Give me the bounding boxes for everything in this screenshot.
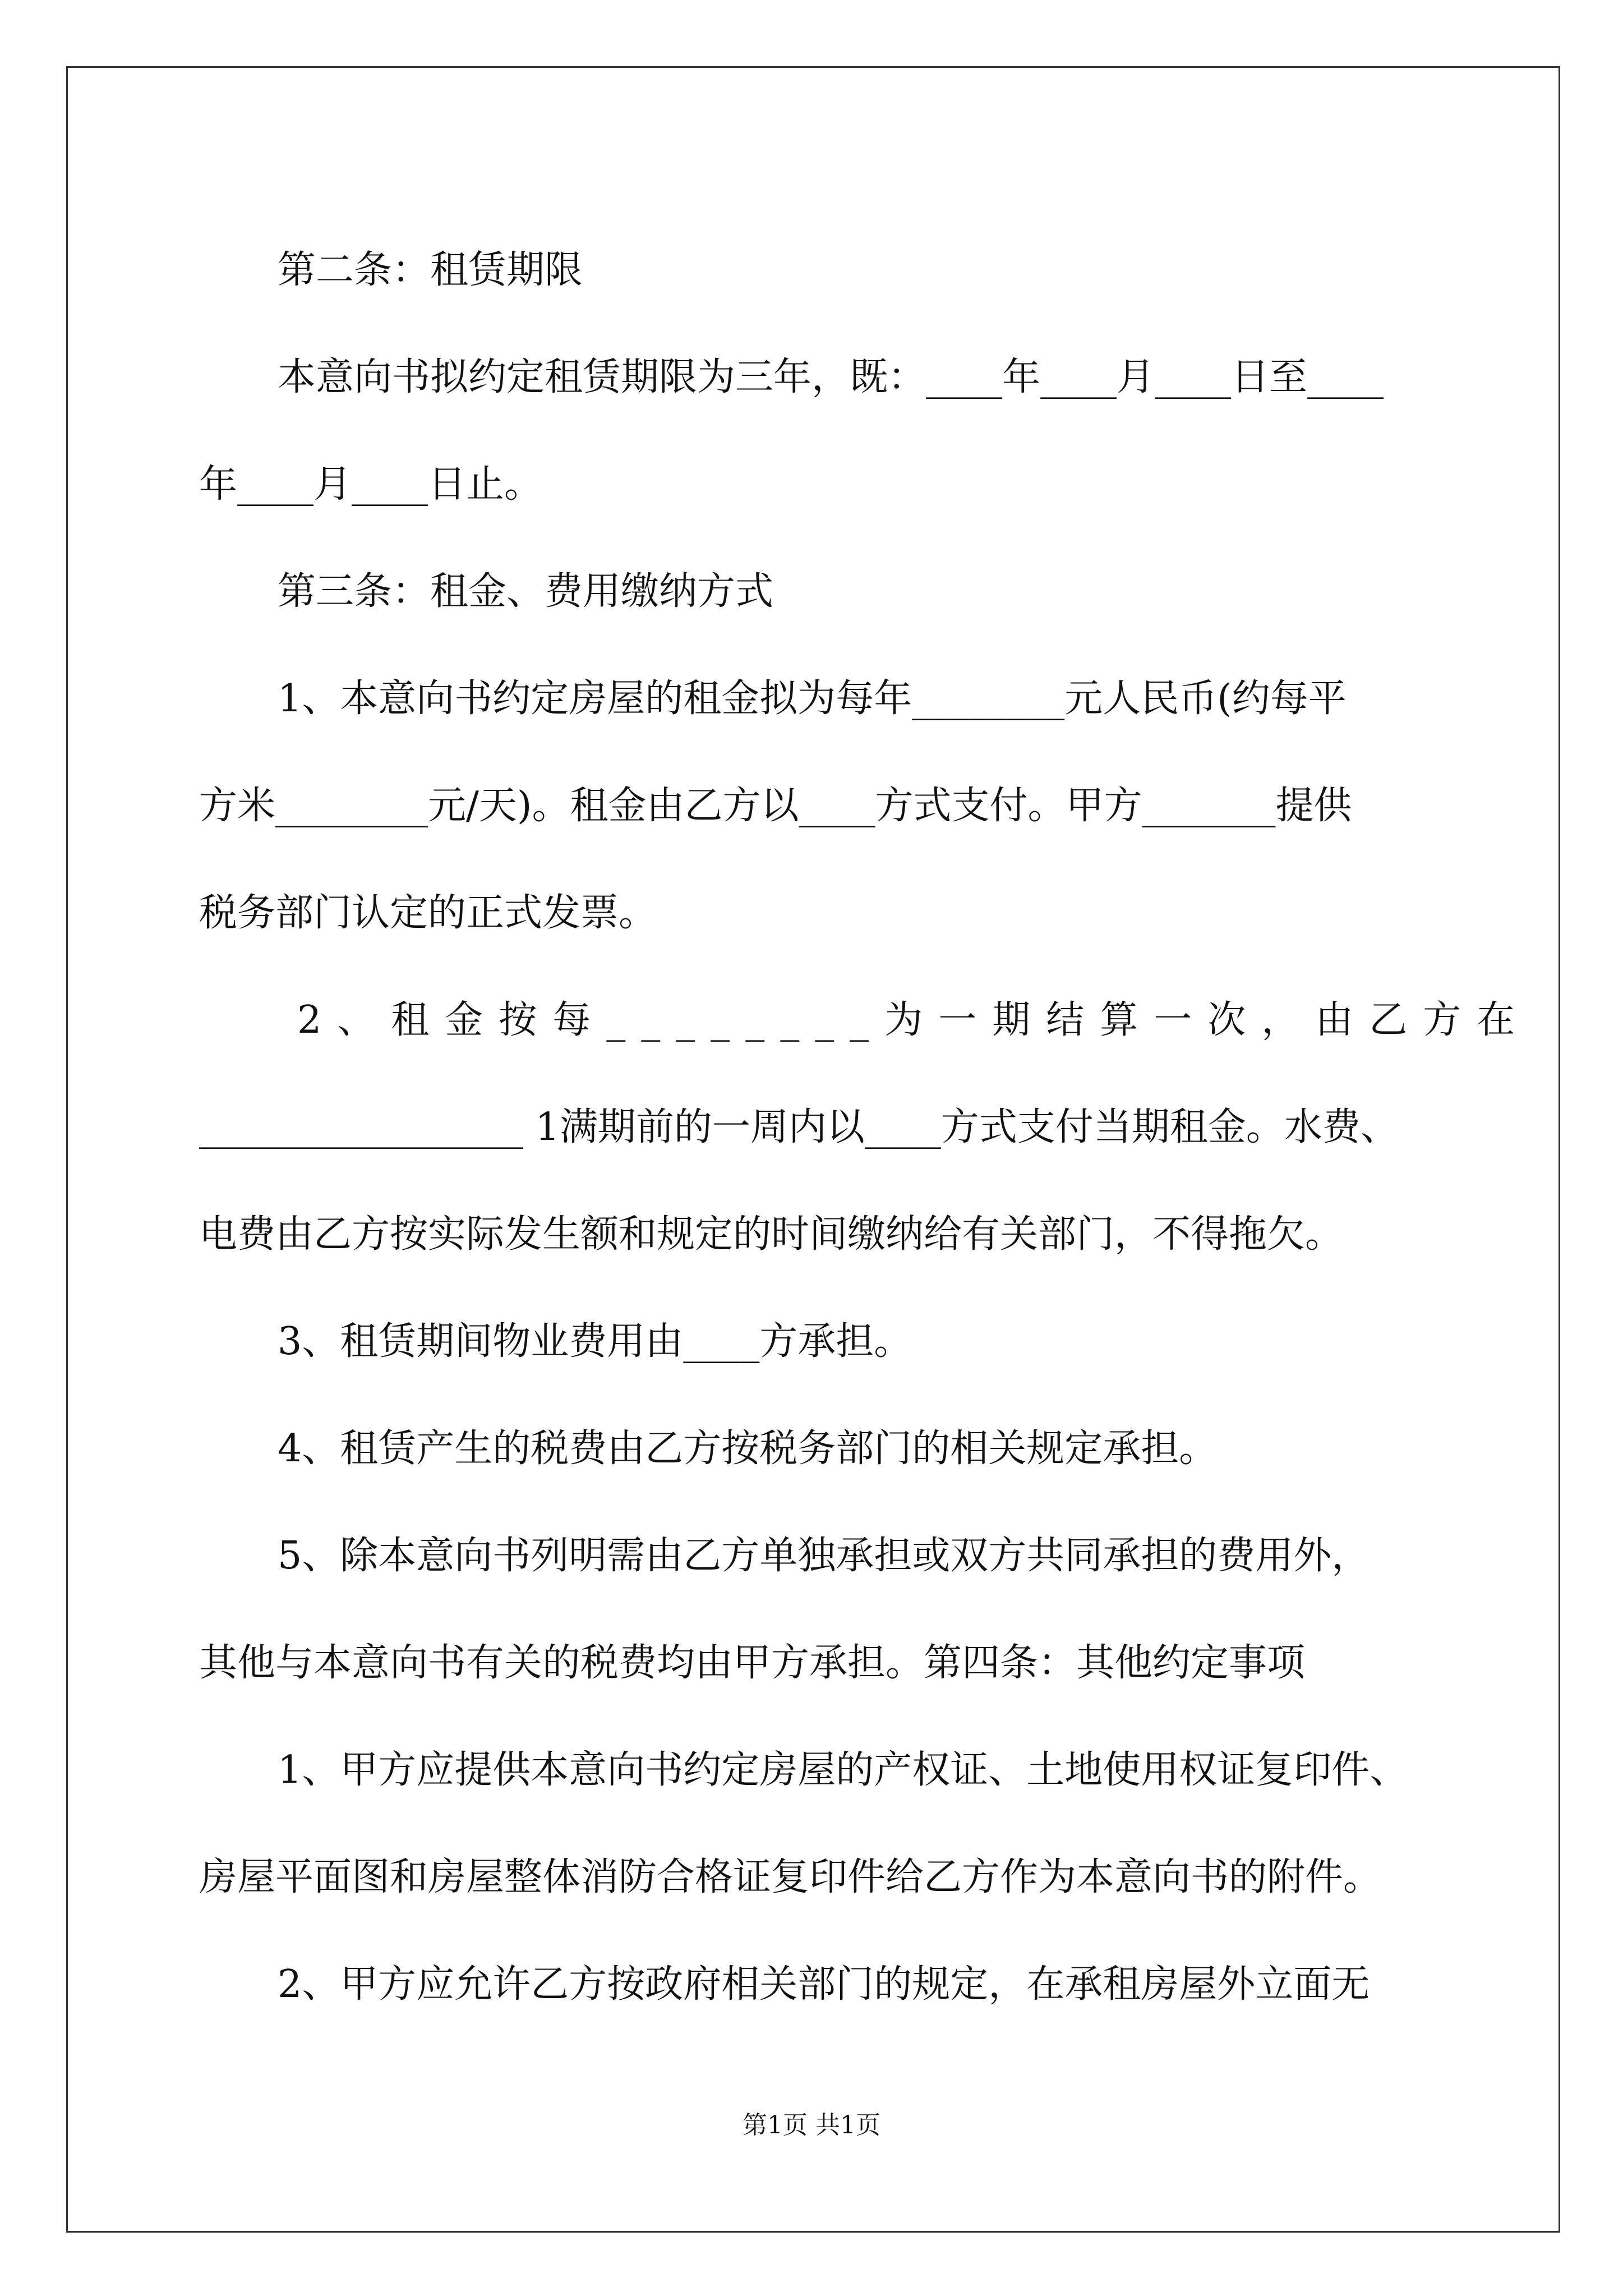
paragraph-line: 本意向书拟约定租赁期限为三年，既：____年____月____日至____ bbox=[278, 355, 1384, 399]
paragraph-line: 3、租赁期间物业费用由____方承担。 bbox=[278, 1319, 912, 1364]
paragraph-line: 5、除本意向书列明需由乙方单独承担或双方共同承担的费用外， bbox=[278, 1534, 1370, 1578]
section-heading-rent: 第三条：租金、费用缴纳方式 bbox=[278, 569, 774, 614]
document-body bbox=[199, 217, 1531, 2038]
paragraph-line: 2、租金按每________为一期结算一次，由乙方在 bbox=[297, 998, 1531, 1042]
paragraph-line: 4、租赁产生的税费由乙方按税务部门的相关规定承担。 bbox=[278, 1427, 1218, 1471]
section-heading-term: 第二条：租赁期限 bbox=[278, 248, 583, 292]
paragraph-line: 年____月____日止。 bbox=[199, 462, 543, 507]
paragraph-line: 电费由乙方按实际发生额和规定的时间缴纳给有关部门，不得拖欠。 bbox=[199, 1212, 1344, 1257]
paragraph-line: _________________ 1满期前的一周内以____方式支付当期租金。水费、 bbox=[199, 1105, 1399, 1149]
paragraph-line: 税务部门认定的正式发票。 bbox=[199, 891, 657, 935]
paragraph-line: 房屋平面图和房屋整体消防合格证复印件给乙方作为本意向书的附件。 bbox=[199, 1855, 1382, 1899]
paragraph-line: 1、本意向书约定房屋的租金拟为每年________元人民币(约每平 bbox=[278, 677, 1347, 721]
paragraph-line: 方米________元/天)。租金由乙方以____方式支付。甲方_______提供 bbox=[199, 784, 1352, 828]
paragraph-line: 2、甲方应允许乙方按政府相关部门的规定，在承租房屋外立面无 bbox=[278, 1962, 1370, 2007]
paragraph-line: 其他与本意向书有关的税费均由甲方承担。第四条：其他约定事项 bbox=[199, 1641, 1306, 1685]
page-footer: 第1页 共1页 bbox=[743, 2111, 880, 2139]
paragraph-line: 1、甲方应提供本意向书约定房屋的产权证、土地使用权证复印件、 bbox=[278, 1748, 1408, 1792]
